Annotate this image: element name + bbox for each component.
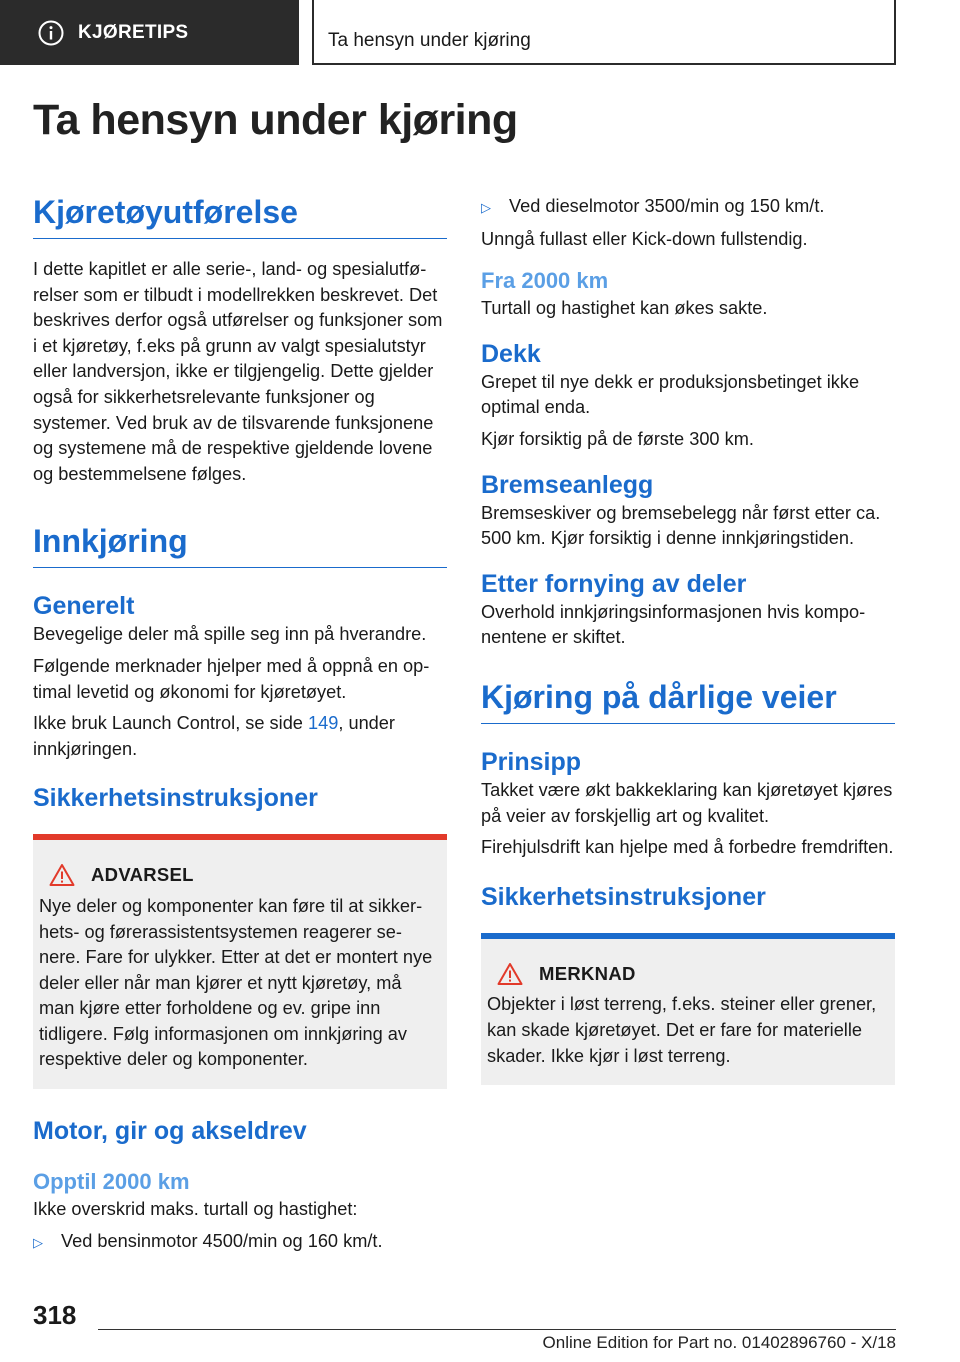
heading-innkjoring: Innkjøring (33, 519, 447, 568)
page-number: 318 (33, 1300, 77, 1330)
paragraph-bremseanlegg: Bremseskiver og bremsebelegg når først etter ca. 500 km. Kjør forsiktig i denne innkjøringstiden. (481, 502, 881, 549)
right-column (481, 194, 895, 1085)
heading-bremseanlegg: Bremseanlegg (481, 470, 654, 499)
paragraph-fra-2000-km: Turtall og hastighet kan økes sakte. (481, 298, 768, 319)
bullet-dieselmotor (481, 194, 895, 221)
heading-motor-gir-akseldrev: Motor, gir og akseldrev (33, 1117, 307, 1146)
heading-darlige-veier: Kjøring på dårlige veier (481, 675, 895, 724)
warning-box (33, 834, 447, 1089)
heading-prinsipp: Prinsipp (481, 747, 582, 776)
heading-kjoretoyutforelse: Kjøretøyutførelse (33, 190, 447, 239)
bullet-bensinmotor-text: Ved bensinmotor 4500/min og 160 km/t. (61, 1230, 383, 1251)
heading-opptil-2000-km: Opptil 2000 km (33, 1169, 190, 1195)
warning-triangle-icon (497, 962, 523, 986)
heading-fra-2000-km: Fra 2000 km (481, 268, 609, 294)
heading-etter-fornying: Etter fornying av deler (481, 569, 747, 598)
header-section-tab (0, 0, 299, 65)
paragraph-unnga: Unngå fullast eller Kick-down fullstendig. (481, 228, 808, 249)
paragraph-etter-fornying: Overhold innkjøringsinformasjonen hvis komponentene er skiftet. (481, 601, 866, 648)
info-icon (38, 20, 64, 46)
warning-triangle-icon (49, 863, 75, 887)
heading-sikkerhetsinstruksjoner-2: Sikkerhetsinstruksjoner (481, 882, 766, 911)
note-box (481, 933, 895, 1085)
header-chapter: Ta hensyn under kjøring (312, 0, 896, 65)
paragraph-dekk-1: Grepet til nye dekk er produksjonsbetinget ikke optimal enda. (481, 371, 860, 418)
bullet-dieselmotor-text: Ved dieselmotor 3500/min og 150 km/t. (509, 196, 825, 216)
warning-text: Nye deler og komponenter kan føre til at sikkerhets- og førerassistentsystemen reagerer senere. Fare for ulykker. Etter at det er montert nye deler eller når man kjører et nytt kjøretøy, må man kjøre etter forholdene og ev. gripe inn tidligere. Følg informasjonen om innkjøring av respektive deler og komponenter. (39, 895, 433, 1070)
paragraph-generelt-1: Bevegelige deler må spille seg inn på hverandre. (33, 624, 427, 645)
paragraph-dekk-2: Kjør forsiktig på de første 300 km. (481, 428, 754, 449)
paragraph-kjoretoyutforelse: I dette kapitlet er alle serie-, land- og spesialutførelser som er tilbudt i modellrekken beskrevet. Det beskrives derfor også utførelser og funksjoner som i et kjøretøy, f.eks på grunn av valgt spesialutstyr eller landversjon, ikke er tilgjengelig. Dette gjelder også for sikkerhetsrelevante funksjoner og systemer. Ved bruk av de tilsvarende funksjonene og systemene må de respektive gjeldende lovene og bestemmelsene følges. (33, 259, 443, 484)
paragraph-opptil: Ikke overskrid maks. turtall og hastighet: (33, 1199, 358, 1220)
footer-edition: Online Edition for Part no. 01402896760 - X/18 (542, 1333, 896, 1352)
bullet-bensinmotor (33, 1229, 447, 1256)
triangle-bullet-icon: ▷ (481, 200, 491, 215)
header-section-label: KJØRETIPS (78, 21, 189, 43)
paragraph-generelt-3 (33, 711, 447, 762)
heading-sikkerhetsinstruksjoner: Sikkerhetsinstruksjoner (33, 784, 318, 813)
launch-control-text: Ikke bruk Launch Control, se side (33, 713, 308, 734)
triangle-bullet-icon: ▷ (33, 1234, 43, 1250)
paragraph-prinsipp-2: Firehjulsdrift kan hjelpe med å forbedre fremdriften. (481, 837, 894, 858)
warning-title: ADVARSEL (91, 864, 194, 886)
page-link-149[interactable]: 149 (307, 713, 339, 734)
paragraph-generelt-2: Følgende merknader hjelper med å oppnå en optimal levetid og økonomi for kjøretøyet. (33, 655, 430, 702)
paragraph-prinsipp-1: Takket være økt bakkeklaring kan kjøretøyet kjøres på veier av forskjellig art og kvalitet. (481, 779, 893, 826)
heading-dekk: Dekk (481, 339, 541, 368)
note-title: MERKNAD (539, 962, 636, 984)
left-column (33, 190, 447, 1255)
footer-divider (98, 1329, 896, 1330)
heading-generelt: Generelt (33, 592, 135, 621)
launch-control-text-end: , under innkjøringen. (33, 713, 395, 759)
page-title: Ta hensyn under kjøring (33, 96, 518, 144)
note-text: Objekter i løst terreng, f.eks. steiner eller grener, kan skade kjøretøyet. Det er fare for materielle skader. Ikke kjør i løst terreng. (487, 994, 877, 1066)
